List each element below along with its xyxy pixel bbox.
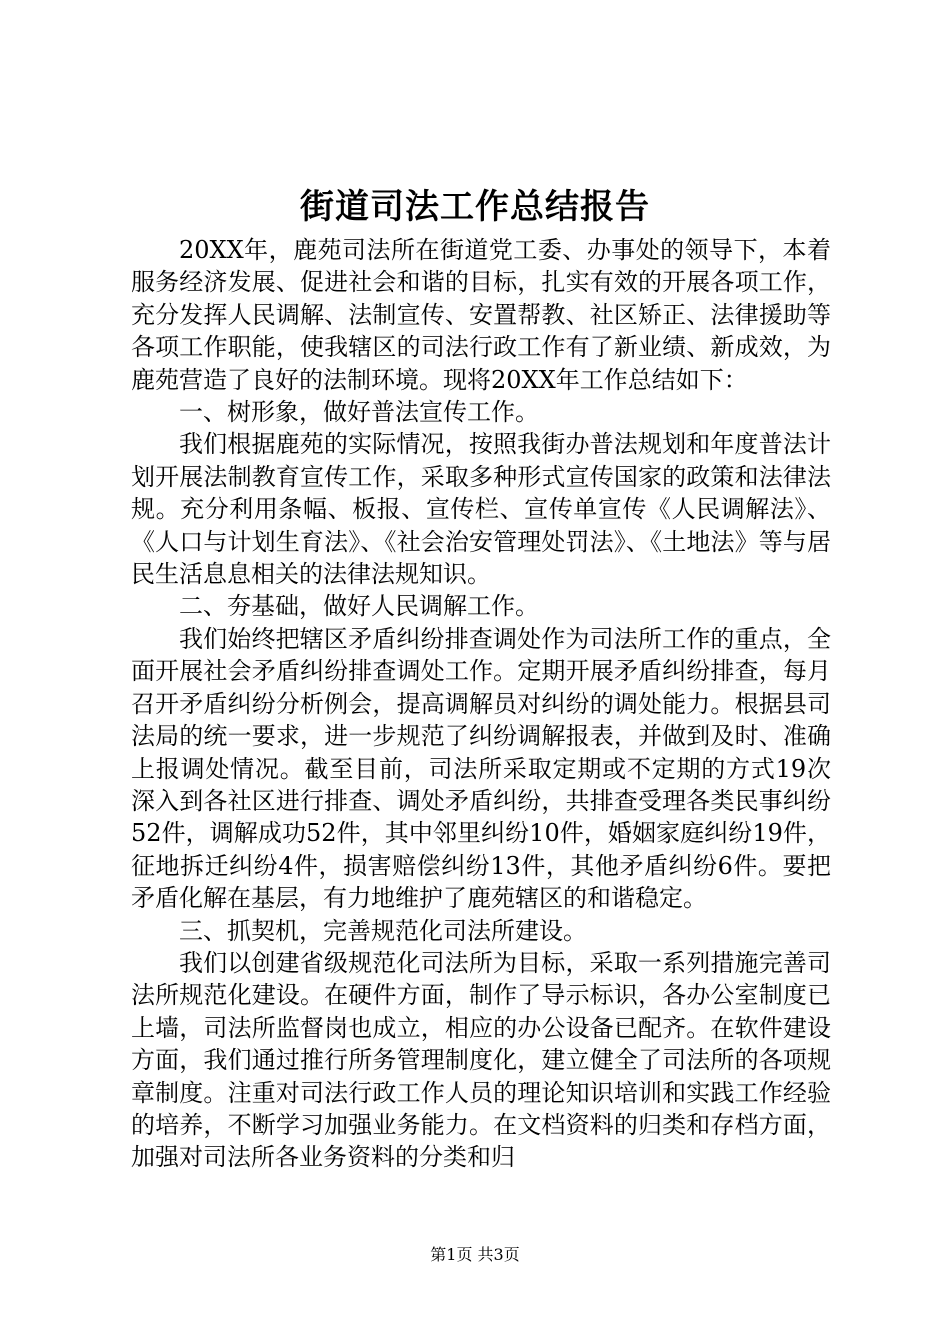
paragraph-intro: 20XX年，鹿苑司法所在街道党工委、办事处的领导下，本着服务经济发展、促进社会和谐的目标，扎实有效的开展各项工作，充分发挥人民调解、法制宣传、安置帮教、社区矫正、法律援助等各项工作职能，使我辖区的司法行政工作有了新业绩、新成效，为鹿苑营造了良好的法制环境。现将20XX年工作总结如下： <box>131 236 831 394</box>
paragraph-section-2: 我们始终把辖区矛盾纠纷排查调处作为司法所工作的重点，全面开展社会矛盾纠纷排查调处工作。定期开展矛盾纠纷排查，每月召开矛盾纠纷分析例会，提高调解员对纠纷的调处能力。根据县司法局的统一要求，进一步规范了纠纷调解报表，并做到及时、准确上报调处情况。截至目前，司法所采取定期或不定期的方式19次深入到各社区进行排查、调处矛盾纠纷，共排查受理各类民事纠纷52件，调解成功52件，其中邻里纠纷10件，婚姻家庭纠纷19件，征地拆迁纠纷4件，损害赔偿纠纷13件，其他矛盾纠纷6件。要把矛盾化解在基层，有力地维护了鹿苑辖区的和谐稳定。 <box>131 624 831 913</box>
document-title: 街道司法工作总结报告 <box>300 187 650 227</box>
paragraph-section-3: 我们以创建省级规范化司法所为目标，采取一系列措施完善司法所规范化建设。在硬件方面，制作了导示标识，各办公室制度已上墙，司法所监督岗也成立，相应的办公设备已配齐。在软件建设方面，我们通过推行所务管理制度化，建立健全了司法所的各项规章制度。注重对司法行政工作人员的理论知识培训和实践工作经验的培养，不断学习加强业务能力。在文档资料的归类和存档方面，加强对司法所各业务资料的分类和归 <box>131 948 831 1172</box>
section-heading-1: 一、树形象，做好普法宣传工作。 <box>179 398 539 427</box>
section-heading-2: 二、夯基础，做好人民调解工作。 <box>179 592 539 621</box>
document-body <box>131 234 831 1174</box>
section-heading-3: 三、抓契机，完善规范化司法所建设。 <box>179 916 587 945</box>
paragraph-section-1: 我们根据鹿苑的实际情况，按照我街办普法规划和年度普法计划开展法制教育宣传工作，采取多种形式宣传国家的政策和法律法规。充分利用条幅、板报、宣传栏、宣传单宣传《人民调解法》、《人口与计划生育法》、《社会治安管理处罚法》、《土地法》等与居民生活息息相关的法律法规知识。 <box>131 430 831 589</box>
page-number-footer: 第1页 共3页 <box>430 1245 520 1264</box>
